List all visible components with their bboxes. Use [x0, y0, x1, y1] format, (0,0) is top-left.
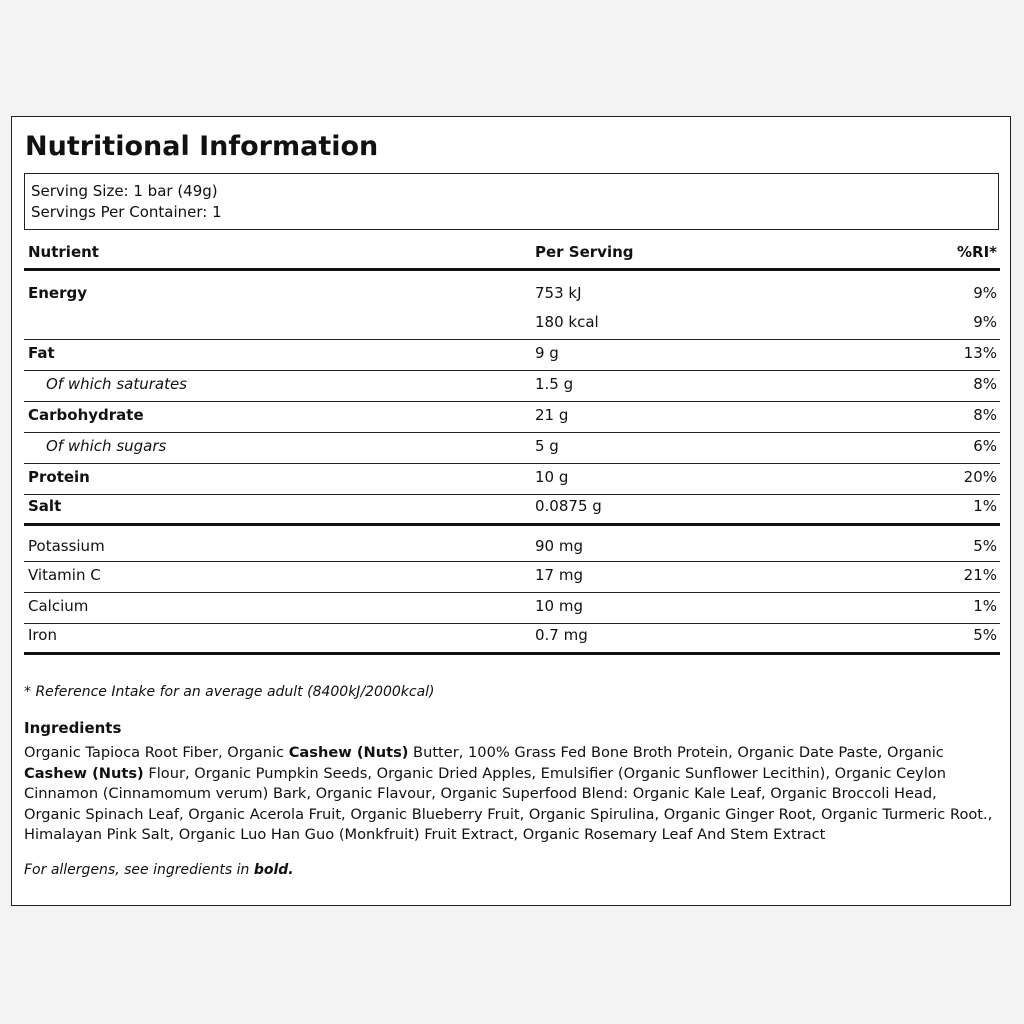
allergen-note-bold: bold.	[253, 862, 294, 878]
ingredients-list	[24, 743, 996, 846]
nutrient-name: Vitamin C	[28, 566, 101, 584]
ingredients-text: Flour, Organic Pumpkin Seeds, Organic Dried Apples, Emulsifier (Organic Sunflower Lecithin), Organic Ceylon Cinnamon (Cinnamomum verum) Bark, Organic Flavour, Organic Superfood Blend: Organic Kale Leaf, Organic Broccoli Head, Organic Spinach Leaf, Organic Acerola Fruit, Organic Blueberry Fruit, Organic Spirulina, Organic Ginger Root, Organic Turmeric Root., Himalayan Pink Salt, Organic Luo Han Guo (Monkfruit) Fruit Extract, Organic Rosemary Leaf And Stem Extract	[24, 764, 993, 844]
table-row-vitamin-c	[24, 562, 1000, 593]
header-nutrient: Nutrient	[28, 243, 99, 261]
reference-intake-footnote: * Reference Intake for an average adult (8400kJ/2000kcal)	[24, 684, 435, 700]
servings-per-container: Servings Per Container: 1	[31, 203, 222, 221]
ri-value: 21%	[963, 566, 997, 584]
nutrient-name: Protein	[28, 468, 90, 486]
ingredients-text: Organic Tapioca Root Fiber, Organic	[24, 744, 289, 761]
ingredients-heading: Ingredients	[24, 719, 122, 737]
ri-value: 1%	[973, 497, 997, 515]
nutrient-name: Iron	[28, 626, 57, 644]
nutrient-name: Potassium	[28, 537, 105, 555]
table-row-calcium	[24, 593, 1000, 624]
nutrient-name: Of which saturates	[46, 375, 187, 393]
per-serving-value: 5 g	[535, 437, 559, 455]
table-row-carbohydrate	[24, 402, 1000, 433]
table-row-iron	[24, 624, 1000, 655]
ingredients-text: Butter, 100% Grass Fed Bone Broth Protein, Organic Date Paste, Organic	[408, 744, 944, 761]
table-header-row	[24, 240, 1000, 271]
nutrient-name: Calcium	[28, 597, 89, 615]
ri-value: 6%	[973, 437, 997, 455]
allergen-ingredient: Cashew (Nuts)	[288, 744, 409, 761]
label-title: Nutritional Information	[25, 131, 379, 162]
ri-value: 9%	[973, 284, 997, 302]
nutrition-label	[11, 116, 1011, 906]
table-row-energy-kj	[24, 271, 1000, 307]
serving-size: Serving Size: 1 bar (49g)	[31, 182, 218, 200]
nutrition-table	[24, 240, 1000, 655]
allergen-ingredient: Cashew (Nuts)	[24, 764, 144, 782]
per-serving-value: 21 g	[535, 406, 569, 424]
ri-value: 20%	[963, 468, 997, 486]
table-row-energy-kcal	[24, 307, 1000, 340]
per-serving-value: 90 mg	[535, 537, 583, 555]
nutrient-name: Energy	[28, 284, 88, 302]
table-row-fat	[24, 340, 1000, 371]
allergen-note	[24, 862, 294, 878]
table-row-salt	[24, 495, 1000, 526]
nutrient-name: Carbohydrate	[28, 406, 144, 424]
per-serving-value: 10 g	[535, 468, 569, 486]
table-row-protein	[24, 464, 1000, 495]
table-row-potassium	[24, 526, 1000, 562]
ri-value: 8%	[973, 406, 997, 424]
per-serving-value: 0.0875 g	[535, 497, 602, 515]
header-ri: %RI*	[956, 243, 997, 261]
per-serving-value: 180 kcal	[535, 313, 599, 331]
nutrient-name: Of which sugars	[46, 437, 167, 455]
nutrient-name: Salt	[28, 497, 62, 515]
allergen-note-text: For allergens, see ingredients in	[24, 862, 254, 878]
ri-value: 5%	[973, 626, 997, 644]
per-serving-value: 9 g	[535, 344, 559, 362]
table-row-saturates	[24, 371, 1000, 402]
per-serving-value: 753 kJ	[535, 284, 582, 302]
ri-value: 9%	[973, 313, 997, 331]
nutrient-name: Fat	[28, 344, 55, 362]
serving-info-box	[24, 173, 999, 230]
ri-value: 5%	[973, 537, 997, 555]
header-per-serving: Per Serving	[535, 243, 634, 261]
table-row-sugars	[24, 433, 1000, 464]
per-serving-value: 0.7 mg	[535, 626, 588, 644]
ri-value: 13%	[963, 344, 997, 362]
per-serving-value: 10 mg	[535, 597, 583, 615]
per-serving-value: 17 mg	[535, 566, 583, 584]
ri-value: 1%	[973, 597, 997, 615]
ri-value: 8%	[973, 375, 997, 393]
per-serving-value: 1.5 g	[535, 375, 574, 393]
